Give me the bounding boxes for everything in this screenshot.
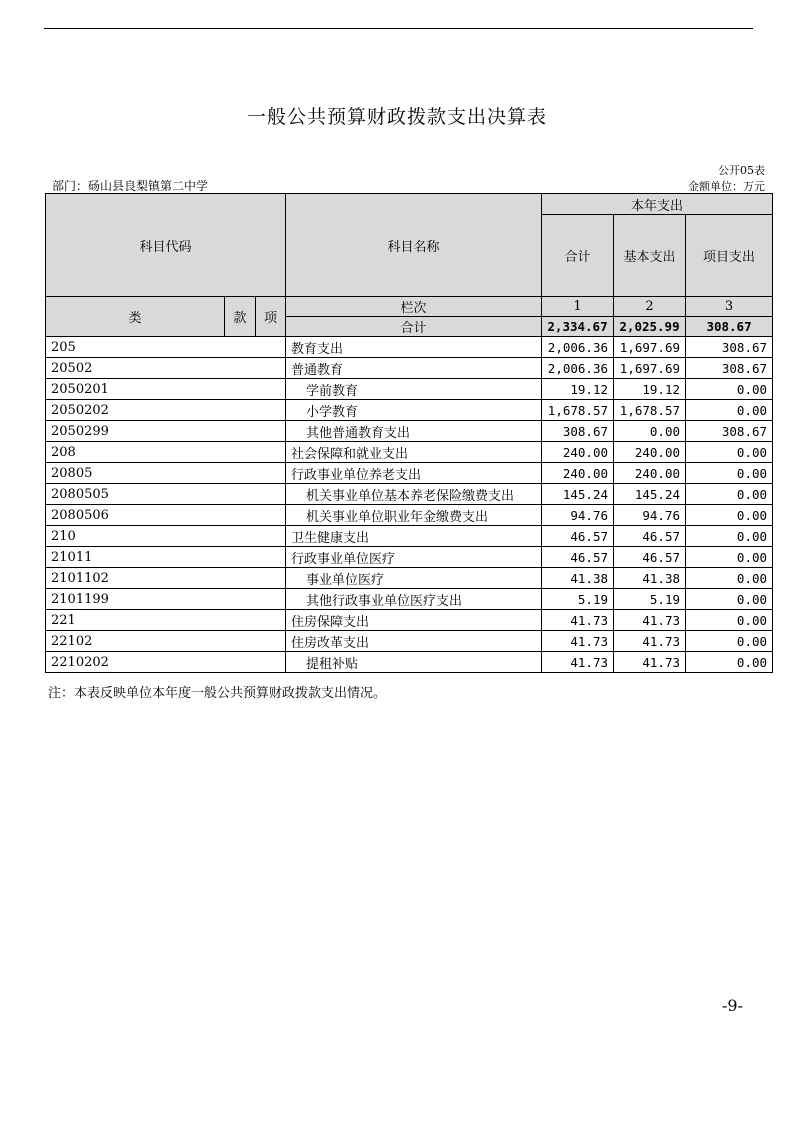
table-row (46, 463, 773, 484)
row-total: 145.24 (542, 484, 614, 505)
row-code: 2101102 (46, 568, 286, 589)
sum-basic: 2,025.99 (614, 317, 686, 337)
row-total: 41.73 (542, 652, 614, 673)
row-basic: 19.12 (614, 379, 686, 400)
header-total: 合计 (542, 215, 614, 297)
top-rule (44, 28, 753, 29)
row-basic: 1,697.69 (614, 358, 686, 379)
row-total: 308.67 (542, 421, 614, 442)
header-xiang: 项 (256, 297, 286, 337)
department-label: 部门：砀山县良梨镇第二中学 (52, 179, 209, 193)
row-total: 5.19 (542, 589, 614, 610)
row-name: 学前教育 (286, 379, 542, 400)
row-basic: 5.19 (614, 589, 686, 610)
row-code: 2101199 (46, 589, 286, 610)
row-project: 0.00 (686, 589, 773, 610)
row-basic: 240.00 (614, 442, 686, 463)
row-project: 0.00 (686, 505, 773, 526)
row-code: 2210202 (46, 652, 286, 673)
header-lei: 类 (46, 297, 225, 337)
row-name: 卫生健康支出 (286, 526, 542, 547)
row-total: 46.57 (542, 526, 614, 547)
header-basic: 基本支出 (614, 215, 686, 297)
header-col3: 3 (686, 297, 773, 317)
table-row (46, 547, 773, 568)
row-code: 21011 (46, 547, 286, 568)
row-project: 0.00 (686, 631, 773, 652)
table-row (46, 442, 773, 463)
row-name: 行政事业单位养老支出 (286, 463, 542, 484)
row-basic: 240.00 (614, 463, 686, 484)
page-number: -9- (722, 996, 743, 1015)
row-project: 0.00 (686, 652, 773, 673)
row-code: 2080505 (46, 484, 286, 505)
row-code: 20805 (46, 463, 286, 484)
row-total: 240.00 (542, 463, 614, 484)
row-name: 住房改革支出 (286, 631, 542, 652)
row-total: 41.73 (542, 610, 614, 631)
row-basic: 1,697.69 (614, 337, 686, 358)
header-kuan: 款 (225, 297, 256, 337)
row-name: 社会保障和就业支出 (286, 442, 542, 463)
page-title: 一般公共预算财政拨款支出决算表 (246, 106, 547, 128)
row-total: 19.12 (542, 379, 614, 400)
row-name: 机关事业单位职业年金缴费支出 (286, 505, 542, 526)
row-project: 0.00 (686, 547, 773, 568)
expense-table (45, 193, 773, 673)
table-row (46, 358, 773, 379)
row-basic: 41.73 (614, 610, 686, 631)
row-total: 41.38 (542, 568, 614, 589)
row-code: 2050201 (46, 379, 286, 400)
table-row (46, 631, 773, 652)
row-name: 普通教育 (286, 358, 542, 379)
row-name: 提租补贴 (286, 652, 542, 673)
row-project: 308.67 (686, 358, 773, 379)
row-code: 221 (46, 610, 286, 631)
row-name: 小学教育 (286, 400, 542, 421)
row-name: 机关事业单位基本养老保险缴费支出 (286, 484, 542, 505)
row-code: 2050202 (46, 400, 286, 421)
table-row (46, 484, 773, 505)
row-project: 308.67 (686, 421, 773, 442)
amount-unit-label: 金额单位：万元 (688, 180, 765, 193)
row-basic: 46.57 (614, 526, 686, 547)
sum-label: 合计 (286, 317, 542, 337)
row-basic: 46.57 (614, 547, 686, 568)
row-project: 0.00 (686, 568, 773, 589)
row-code: 2080506 (46, 505, 286, 526)
table-row (46, 652, 773, 673)
row-basic: 0.00 (614, 421, 686, 442)
row-basic: 41.73 (614, 652, 686, 673)
row-code: 22102 (46, 631, 286, 652)
table-row (46, 421, 773, 442)
row-basic: 145.24 (614, 484, 686, 505)
row-project: 0.00 (686, 400, 773, 421)
row-total: 2,006.36 (542, 358, 614, 379)
row-code: 205 (46, 337, 286, 358)
row-code: 208 (46, 442, 286, 463)
table-row (46, 589, 773, 610)
row-code: 20502 (46, 358, 286, 379)
row-name: 教育支出 (286, 337, 542, 358)
row-basic: 41.73 (614, 631, 686, 652)
row-name: 其他行政事业单位医疗支出 (286, 589, 542, 610)
table-row (46, 505, 773, 526)
row-project: 0.00 (686, 610, 773, 631)
row-basic: 94.76 (614, 505, 686, 526)
header-col1: 1 (542, 297, 614, 317)
table-row (46, 400, 773, 421)
row-name: 行政事业单位医疗 (286, 547, 542, 568)
sum-total: 2,334.67 (542, 317, 614, 337)
row-total: 2,006.36 (542, 337, 614, 358)
header-subject-name: 科目名称 (286, 194, 542, 297)
table-row (46, 379, 773, 400)
form-number: 公开05表 (718, 164, 765, 177)
row-name: 其他普通教育支出 (286, 421, 542, 442)
row-total: 46.57 (542, 547, 614, 568)
table-row (46, 337, 773, 358)
header-project: 项目支出 (686, 215, 773, 297)
row-total: 94.76 (542, 505, 614, 526)
row-project: 0.00 (686, 379, 773, 400)
header-col2: 2 (614, 297, 686, 317)
table-row (46, 610, 773, 631)
table-row (46, 526, 773, 547)
row-total: 41.73 (542, 631, 614, 652)
row-total: 1,678.57 (542, 400, 614, 421)
row-project: 0.00 (686, 463, 773, 484)
row-project: 0.00 (686, 442, 773, 463)
row-name: 事业单位医疗 (286, 568, 542, 589)
row-project: 0.00 (686, 484, 773, 505)
row-total: 240.00 (542, 442, 614, 463)
row-code: 2050299 (46, 421, 286, 442)
header-column-order: 栏次 (286, 297, 542, 317)
table-row (46, 568, 773, 589)
table-note: 注：本表反映单位本年度一般公共预算财政拨款支出情况。 (48, 686, 387, 701)
row-basic: 1,678.57 (614, 400, 686, 421)
header-subject-code: 科目代码 (46, 194, 286, 297)
header-year-expense: 本年支出 (542, 194, 773, 215)
row-code: 210 (46, 526, 286, 547)
sum-project: 308.67 (686, 317, 773, 337)
row-name: 住房保障支出 (286, 610, 542, 631)
row-project: 308.67 (686, 337, 773, 358)
row-project: 0.00 (686, 526, 773, 547)
row-basic: 41.38 (614, 568, 686, 589)
